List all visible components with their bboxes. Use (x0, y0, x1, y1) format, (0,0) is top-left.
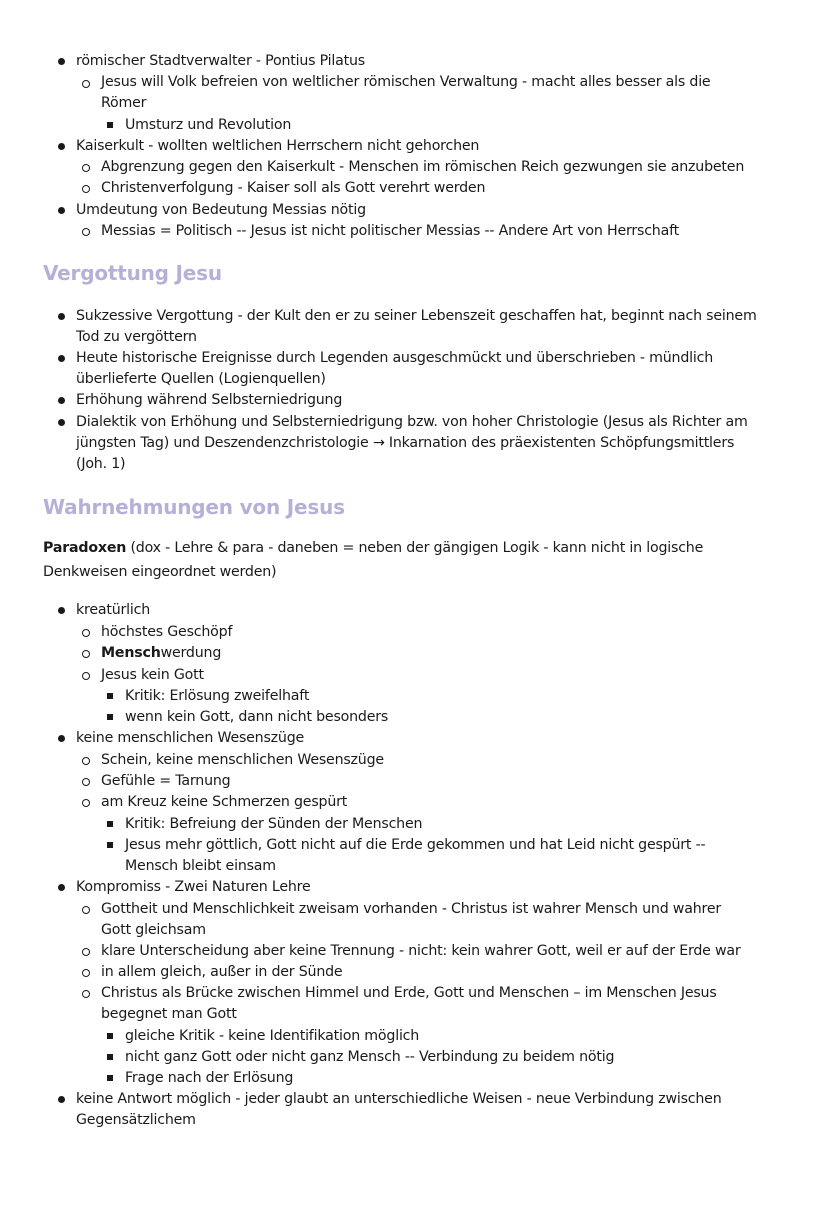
bullet-icon (58, 355, 65, 362)
list-item: keine Antwort möglich - jeder glaubt an unterschiedliche Weisen - neue Verbindung zwischen (76, 1091, 722, 1107)
list-item: am Kreuz keine Schmerzen gespürt (101, 794, 348, 810)
list-item: wenn kein Gott, dann nicht besonders (125, 709, 389, 725)
circle-bullet-icon (82, 906, 90, 914)
word-suffix: werdung (160, 645, 222, 661)
list-item-continuation: Mensch bleibt einsam (125, 858, 276, 874)
intro-bold-term: Paradoxen (43, 540, 127, 556)
bullet-icon (58, 207, 65, 214)
list-item-continuation: überlieferte Quellen (Logienquellen) (76, 371, 326, 387)
list-item (101, 643, 221, 664)
list-item: nicht ganz Gott oder nicht ganz Mensch -- Verbindung zu beidem nötig (125, 1049, 615, 1065)
bullet-icon (58, 397, 65, 404)
list-item: klare Unterscheidung aber keine Trennung - nicht: kein wahrer Gott, weil er auf der Erde war (101, 943, 741, 959)
list-item: Frage nach der Erlösung (125, 1070, 294, 1086)
list-item: in allem gleich, außer in der Sünde (101, 964, 343, 980)
heading-wahrnehmungen: Wahrnehmungen von Jesus (43, 495, 345, 519)
list-item: Umdeutung von Bedeutung Messias nötig (76, 202, 366, 218)
list-item: Christenverfolgung - Kaiser soll als Gott verehrt werden (101, 180, 486, 196)
bullet-icon (58, 735, 65, 742)
square-bullet-icon (107, 821, 113, 827)
circle-bullet-icon (82, 228, 90, 236)
list-item: Abgrenzung gegen den Kaiserkult - Menschen im römischen Reich gezwungen sie anzubeten (101, 159, 745, 175)
list-item-continuation: Römer (101, 95, 147, 111)
list-item: Heute historische Ereignisse durch Legenden ausgeschmückt und überschrieben - mündlich (76, 350, 714, 366)
list-item: Gottheit und Menschlichkeit zweisam vorhanden - Christus ist wahrer Mensch und wahrer (101, 901, 721, 917)
list-item-continuation: begegnet man Gott (101, 1006, 237, 1022)
list-item-continuation: (Joh. 1) (76, 456, 126, 472)
list-item: gleiche Kritik - keine Identifikation möglich (125, 1028, 420, 1044)
bullet-icon (58, 607, 65, 614)
bold-word: Mensch (101, 645, 161, 661)
square-bullet-icon (107, 842, 113, 848)
list-item: Kritik: Erlösung zweifelhaft (125, 688, 310, 704)
bullet-icon (58, 884, 65, 891)
circle-bullet-icon (82, 778, 90, 786)
list-item: Kritik: Befreiung der Sünden der Menschen (125, 816, 423, 832)
list-item: Christus als Brücke zwischen Himmel und Erde, Gott und Menschen – im Menschen Jesus (101, 985, 717, 1001)
intro-paragraph-continuation: Denkweisen eingeordnet werden) (43, 564, 277, 580)
list-item: Sukzessive Vergottung - der Kult den er zu seiner Lebenszeit geschaffen hat, beginnt nach seinem (76, 308, 757, 324)
bullet-icon (58, 419, 65, 426)
circle-bullet-icon (82, 185, 90, 193)
square-bullet-icon (107, 1054, 113, 1060)
circle-bullet-icon (82, 799, 90, 807)
bullet-icon (58, 313, 65, 320)
list-item-continuation: Tod zu vergöttern (76, 329, 197, 345)
square-bullet-icon (107, 693, 113, 699)
square-bullet-icon (107, 1075, 113, 1081)
list-item: Kompromiss - Zwei Naturen Lehre (76, 879, 311, 895)
bullet-icon (58, 1096, 65, 1103)
list-item: Dialektik von Erhöhung und Selbsterniedrigung bzw. von hoher Christologie (Jesus als Richter am (76, 414, 748, 430)
square-bullet-icon (107, 122, 113, 128)
circle-bullet-icon (82, 629, 90, 637)
list-item: römischer Stadtverwalter - Pontius Pilatus (76, 53, 365, 69)
list-item: Schein, keine menschlichen Wesenszüge (101, 752, 384, 768)
list-item: höchstes Geschöpf (101, 624, 233, 640)
circle-bullet-icon (82, 990, 90, 998)
circle-bullet-icon (82, 969, 90, 977)
list-item: kreatürlich (76, 602, 151, 618)
list-item: Erhöhung während Selbsterniedrigung (76, 392, 343, 408)
list-item: Jesus kein Gott (101, 667, 204, 683)
bullet-icon (58, 143, 65, 150)
bullet-icon (58, 58, 65, 65)
circle-bullet-icon (82, 650, 90, 658)
heading-vergottung-jesu: Vergottung Jesu (43, 261, 222, 285)
list-item: keine menschlichen Wesenszüge (76, 730, 305, 746)
square-bullet-icon (107, 1033, 113, 1039)
circle-bullet-icon (82, 80, 90, 88)
intro-text: (dox - Lehre & para - daneben = neben der gängigen Logik - kann nicht in logische (126, 540, 704, 556)
circle-bullet-icon (82, 757, 90, 765)
list-item: Gefühle = Tarnung (101, 773, 231, 789)
list-item-continuation: Gott gleichsam (101, 922, 206, 938)
circle-bullet-icon (82, 672, 90, 680)
square-bullet-icon (107, 714, 113, 720)
list-item: Jesus mehr göttlich, Gott nicht auf die Erde gekommen und hat Leid nicht gespürt -- (125, 837, 706, 853)
circle-bullet-icon (82, 948, 90, 956)
circle-bullet-icon (82, 164, 90, 172)
list-item: Messias = Politisch -- Jesus ist nicht politischer Messias -- Andere Art von Herrschaft (101, 223, 679, 239)
intro-paragraph (43, 538, 703, 559)
list-item-continuation: Gegensätzlichem (76, 1112, 196, 1128)
list-item-continuation: jüngsten Tag) und Deszendenzchristologie → Inkarnation des präexistenten Schöpfungsmittlers (76, 435, 735, 451)
list-item: Umsturz und Revolution (125, 117, 292, 133)
list-item: Kaiserkult - wollten weltlichen Herrschern nicht gehorchen (76, 138, 480, 154)
list-item: Jesus will Volk befreien von weltlicher römischen Verwaltung - macht alles besser als die (101, 74, 711, 90)
